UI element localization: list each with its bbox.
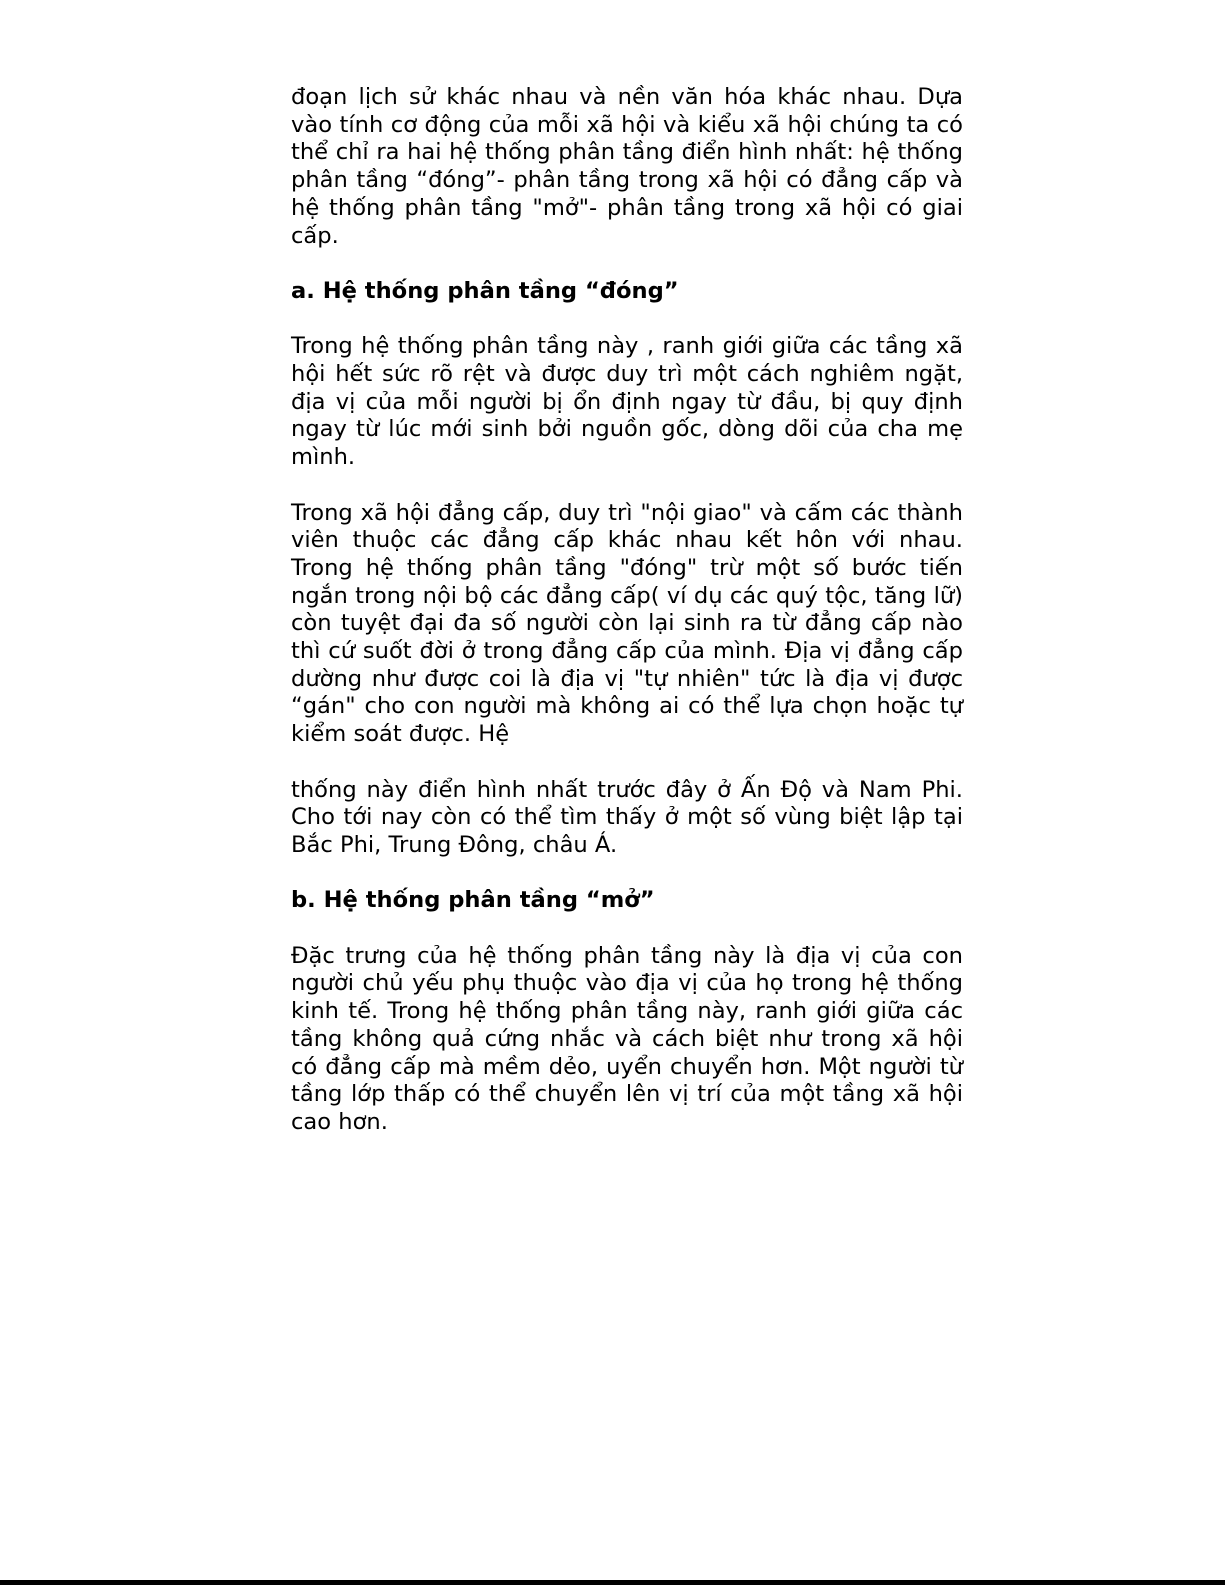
section-b-heading: b. Hệ thống phân tầng “mở” bbox=[291, 887, 655, 914]
section-b-paragraph-1: Đặc trưng của hệ thống phân tầng này là địa vị của con người chủ yếu phụ thuộc vào địa vị của họ trong hệ thống kinh tế. Trong hệ thống phân tầng này, ranh giới giữa các tầng không quả cứng nhắc và cách biệt như trong xã hội có đẳng cấp mà mềm dẻo, uyển chuyển hơn. Một người từ tầng lớp thấp có thể chuyển lên vị trí của một tầng xã hội cao hơn. bbox=[291, 942, 963, 1135]
section-a-heading: a. Hệ thống phân tầng “đóng” bbox=[291, 277, 679, 304]
section-a-paragraph-1: Trong hệ thống phân tầng này , ranh giới giữa các tầng xã hội hết sức rõ rệt và được duy trì một cách nghiêm ngặt, địa vị của mỗi người bị ổn định ngay từ đầu, bị quy định ngay từ lúc mới sinh bởi nguồn gốc, dòng dõi của cha mẹ mình. bbox=[291, 333, 963, 471]
spacer bbox=[291, 472, 963, 500]
page-bottom-border bbox=[0, 1580, 1225, 1585]
page-content bbox=[291, 84, 963, 1137]
spacer bbox=[291, 749, 963, 777]
spacer bbox=[291, 306, 963, 334]
intro-paragraph: đoạn lịch sử khác nhau và nền văn hóa khác nhau. Dựa vào tính cơ động của mỗi xã hội và kiểu xã hội chúng ta có thể chỉ ra hai hệ thống phân tầng điển hình nhất: hệ thống phân tầng “đóng”- phân tầng trong xã hội có đẳng cấp và hệ thống phân tầng "mở"- phân tầng trong xã hội có giai cấp. bbox=[291, 84, 963, 249]
section-a-paragraph-3: thống này điển hình nhất trước đây ở Ấn Độ và Nam Phi. Cho tới nay còn có thể tìm thấy ở một số vùng biệt lập tại Bắc Phi, Trung Đông, châu Á. bbox=[291, 776, 963, 858]
section-a-paragraph-2: Trong xã hội đẳng cấp, duy trì "nội giao" và cấm các thành viên thuộc các đẳng cấp khác nhau kết hôn với nhau. Trong hệ thống phân tầng "đóng" trừ một số bước tiến ngắn trong nội bộ các đẳng cấp( ví dụ các quý tộc, tăng lữ) còn tuyệt đại đa số người còn lại sinh ra từ đẳng cấp nào thì cứ suốt đời ở trong đẳng cấp của mình. Địa vị đẳng cấp dường như được coi là địa vị "tự nhiên" tức là địa vị được “gán" cho con người mà không ai có thể lựa chọn hoặc tự kiểm soát được. Hệ bbox=[291, 499, 963, 748]
spacer bbox=[291, 915, 963, 943]
spacer bbox=[291, 860, 963, 888]
spacer bbox=[291, 250, 963, 278]
